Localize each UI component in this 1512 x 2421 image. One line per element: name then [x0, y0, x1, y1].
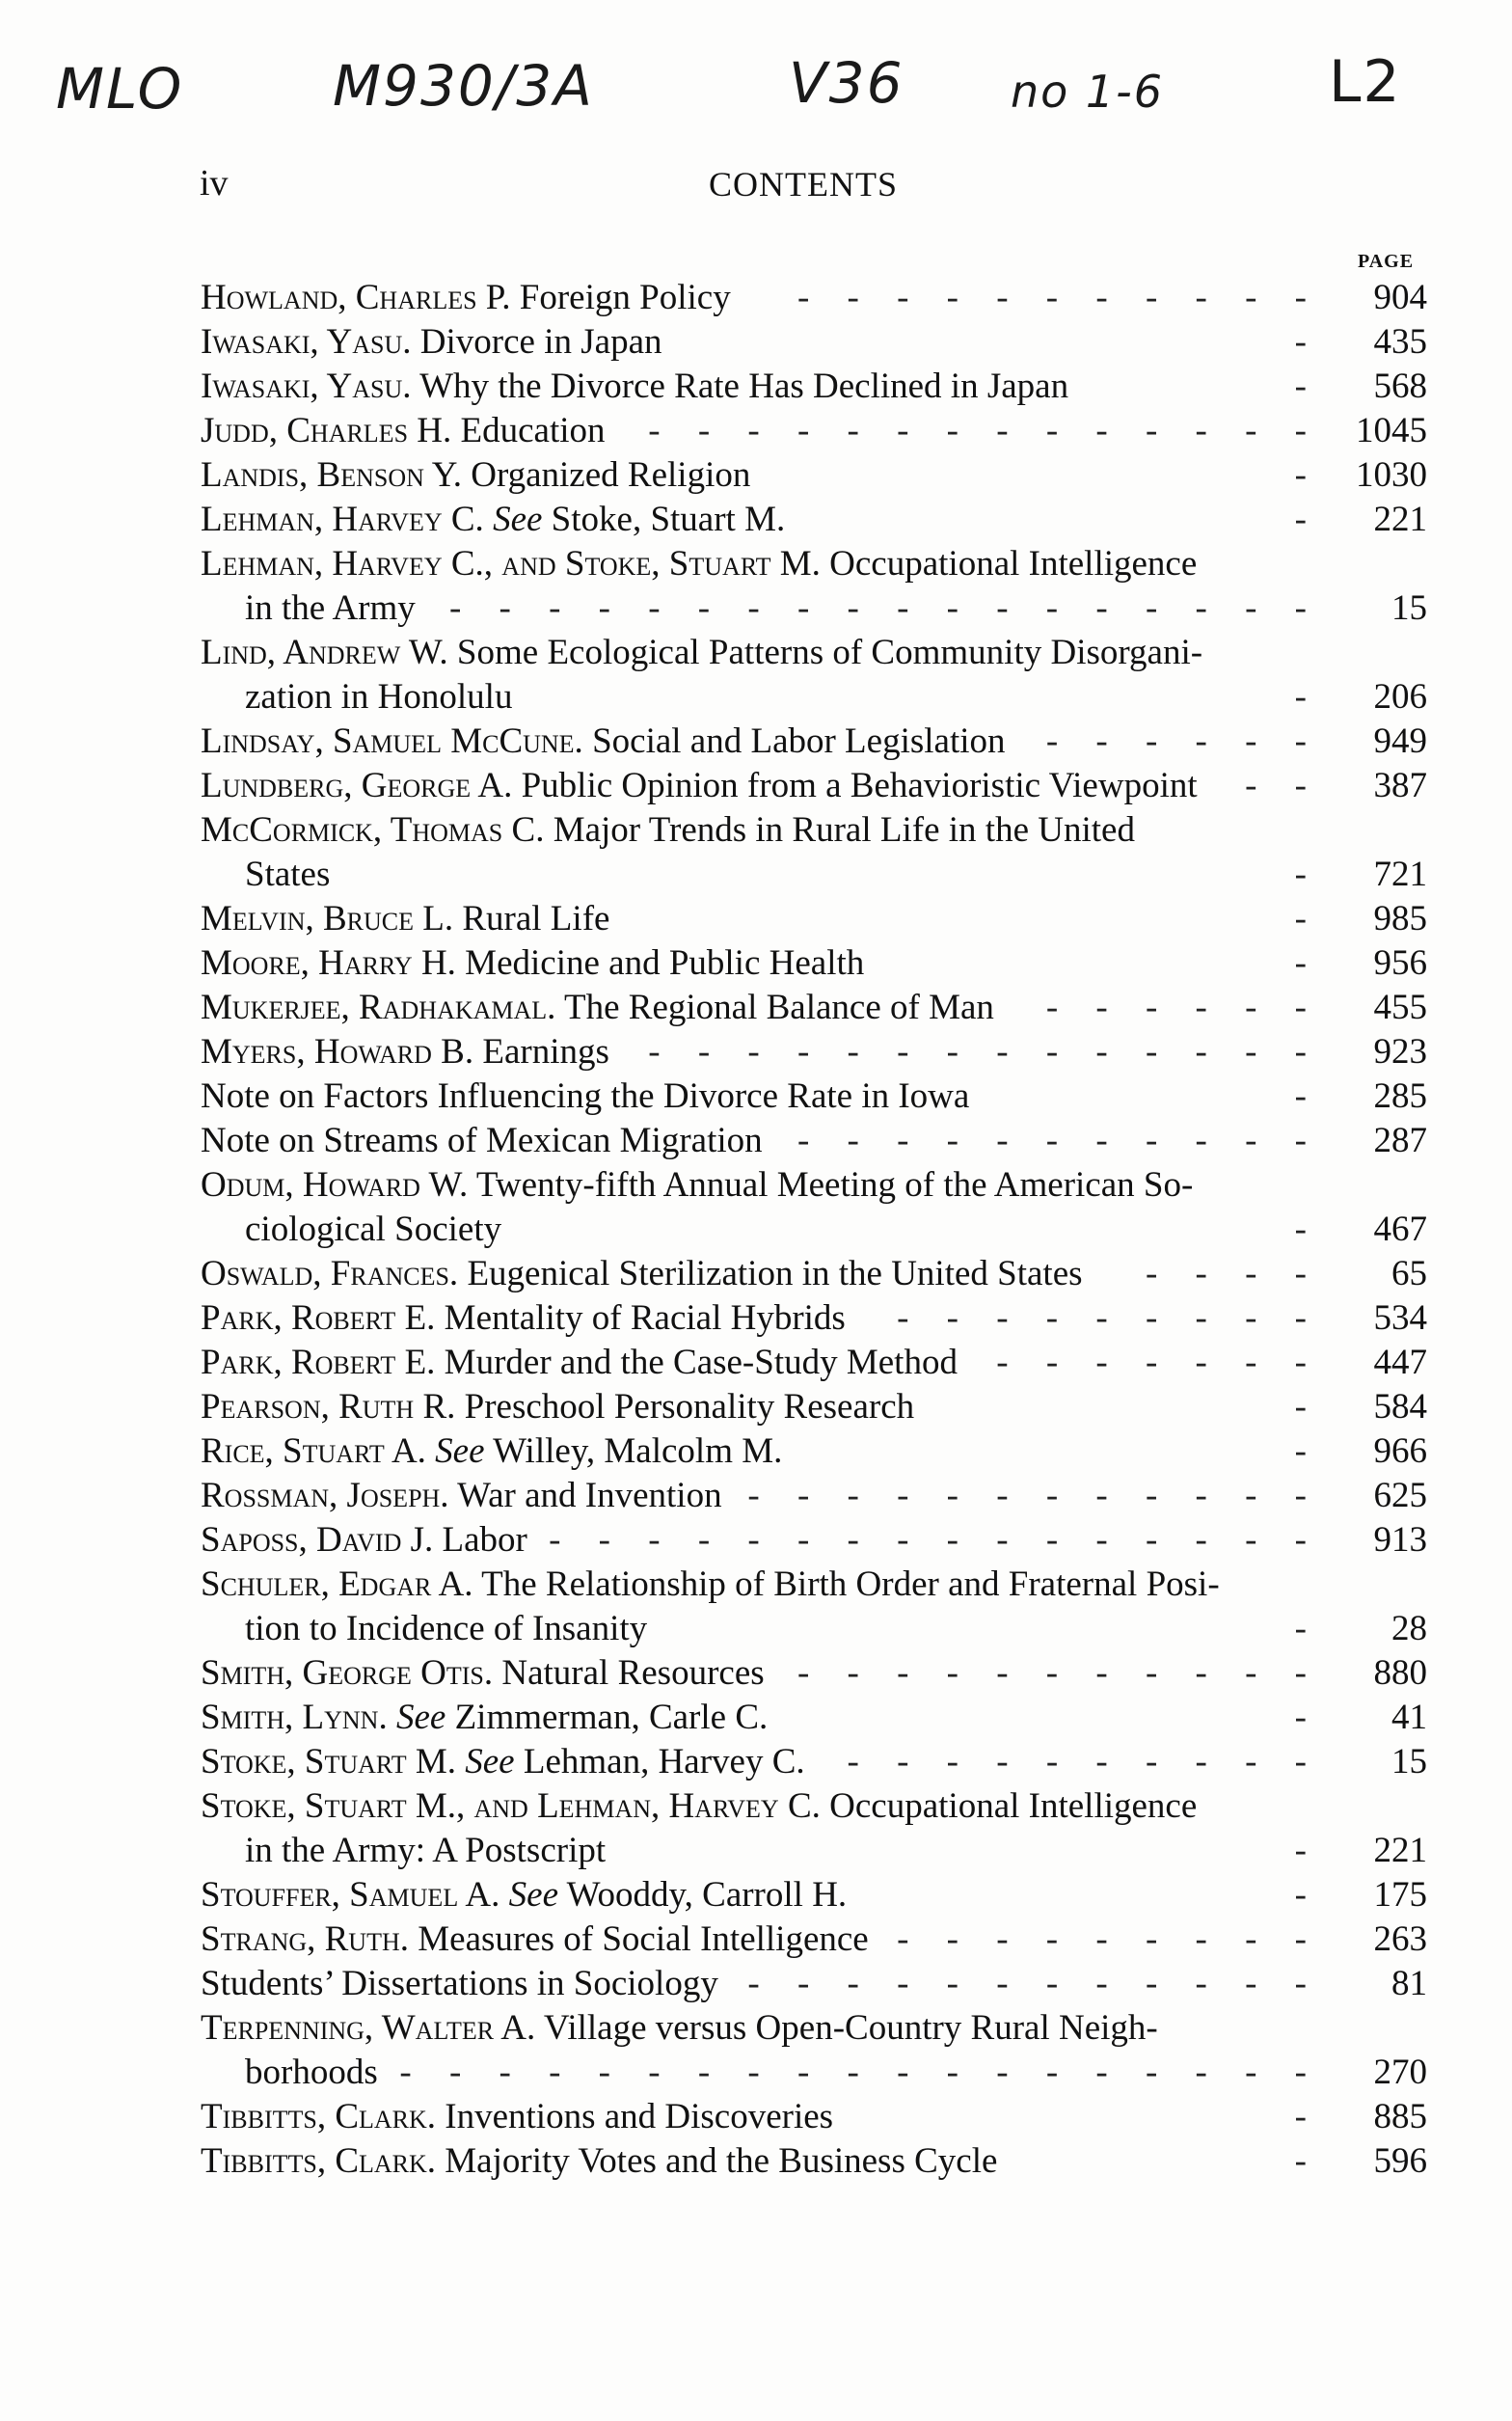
- leader-dots: -: [1294, 455, 1321, 495]
- entry-text: [201, 1563, 1220, 1607]
- leader-dots: -: [1294, 1210, 1321, 1249]
- entry-author: Rossman, Joseph.: [201, 1476, 449, 1515]
- entry-title: Social and Labor Legislation: [582, 721, 1006, 761]
- leader-dots: - - - - - - - - - - - - - - - - - -: [448, 588, 1321, 628]
- toc-entry: [201, 1563, 1427, 1607]
- leader-dots: - - - - - - - - - - -: [796, 278, 1321, 317]
- entry-title: Inventions and Discoveries: [436, 2097, 834, 2136]
- entry-page-number: 447: [1373, 1343, 1427, 1382]
- entry-text: [201, 453, 750, 498]
- entry-title: Foreign Policy: [510, 278, 731, 317]
- entry-see-reference: See: [493, 500, 543, 539]
- leader-dots: -: [1294, 2097, 1321, 2136]
- entry-page-number: 206: [1373, 677, 1427, 717]
- entry-page-number: 81: [1391, 1964, 1427, 2003]
- entry-title: Rural Life: [453, 899, 610, 938]
- entry-author: Iwasaki, Yasu.: [201, 367, 412, 406]
- entry-title: Divorce in Japan: [411, 322, 662, 362]
- entry-text: [201, 2095, 833, 2139]
- page-numeral: iv: [200, 163, 229, 204]
- table-of-contents: [201, 276, 1427, 2184]
- toc-entry: [201, 365, 1427, 409]
- entry-page-number: 28: [1391, 1609, 1427, 1648]
- entry-author: Stoke, Stuart M.: [201, 1742, 456, 1782]
- entry-title: States: [245, 855, 331, 894]
- entry-text: [201, 1074, 969, 1119]
- entry-page-number: 1045: [1356, 411, 1427, 450]
- entry-author: Judd, Charles H.: [201, 411, 452, 450]
- toc-entry: [201, 631, 1427, 675]
- entry-author: Myers, Howard B.: [201, 1032, 474, 1072]
- leader-dots: - - - - - - - - - - -: [796, 1653, 1321, 1693]
- leader-dots: - - - - - - - - - - - - - - - - - - -: [399, 2053, 1321, 2092]
- toc-entry: [201, 542, 1427, 586]
- entry-title: Majority Votes and the Business Cycle: [436, 2141, 998, 2181]
- handwritten-note-1: MLO: [56, 56, 184, 122]
- leader-dots: -: [1294, 1875, 1321, 1915]
- entry-title: Major Trends in Rural Life in the United: [544, 810, 1135, 850]
- leader-dots: - - - - - - - - - -: [847, 1742, 1321, 1782]
- toc-entry: [201, 1962, 1427, 2006]
- leader-dots: - - - - - - - - - - - -: [747, 1964, 1321, 2003]
- entry-title: Village versus Open-Country Rural Neigh-: [535, 2008, 1158, 2048]
- leader-dots: - - - - - - - - - - -: [796, 1121, 1321, 1160]
- entry-text: [245, 675, 512, 720]
- entry-title: Earnings: [473, 1032, 609, 1072]
- entry-text: [201, 1296, 846, 1341]
- leader-dots: -: [1294, 943, 1321, 983]
- entry-page-number: 985: [1373, 899, 1427, 938]
- toc-entry: [201, 1873, 1427, 1918]
- entry-author: Smith, Lynn.: [201, 1698, 388, 1737]
- toc-entry: [201, 453, 1427, 498]
- entry-title: Zimmerman, Carle C.: [446, 1698, 769, 1737]
- toc-entry-continuation: [201, 1607, 1427, 1651]
- entry-title: Organized Religion: [461, 455, 751, 495]
- entry-text: [201, 941, 864, 986]
- entry-author: Park, Robert E.: [201, 1298, 436, 1338]
- leader-dots: -: [1294, 2141, 1321, 2181]
- toc-entry-continuation: [201, 1208, 1427, 1252]
- entry-author: Saposs, David J.: [201, 1520, 434, 1560]
- entry-page-number: 1030: [1356, 455, 1427, 495]
- entry-title: ciological Society: [245, 1210, 502, 1249]
- leader-dots: -: [1294, 1831, 1321, 1870]
- entry-text: [201, 1163, 1193, 1208]
- entry-page-number: 387: [1373, 766, 1427, 805]
- toc-entry: [201, 2006, 1427, 2051]
- entry-author: Lindsay, Samuel McCune.: [201, 721, 583, 761]
- leader-dots: -: [1294, 1076, 1321, 1116]
- toc-entry: [201, 409, 1427, 453]
- entry-title: in the Army: A Postscript: [245, 1831, 607, 1870]
- entry-page-number: 175: [1373, 1875, 1427, 1915]
- entry-author: Stouffer, Samuel A.: [201, 1875, 500, 1915]
- entry-title: Natural Resources: [493, 1653, 765, 1693]
- toc-entry: [201, 1429, 1427, 1474]
- entry-title: Preschool Personality Research: [455, 1387, 915, 1427]
- entry-title: Mentality of Racial Hybrids: [435, 1298, 846, 1338]
- entry-text: [201, 2139, 997, 2184]
- toc-entry: [201, 1918, 1427, 1962]
- entry-text: [201, 2006, 1158, 2051]
- entry-author: Lind, Andrew W.: [201, 633, 448, 672]
- entry-title: tion to Incidence of Insanity: [245, 1609, 648, 1648]
- entry-author: Oswald, Frances.: [201, 1254, 459, 1293]
- entry-page-number: 41: [1391, 1698, 1427, 1737]
- entry-author: Odum, Howard W.: [201, 1165, 469, 1205]
- entry-text: [201, 808, 1135, 853]
- toc-entry-continuation: [201, 586, 1427, 631]
- entry-text: [201, 542, 1197, 586]
- entry-author: Landis, Benson Y.: [201, 455, 462, 495]
- entry-title: Occupational Intelligence: [820, 1786, 1198, 1826]
- entry-author: Tibbitts, Clark.: [201, 2141, 437, 2181]
- entry-title: borhoods: [245, 2053, 378, 2092]
- entry-author: Lundberg, George A.: [201, 766, 513, 805]
- entry-page-number: 949: [1373, 721, 1427, 761]
- entry-title: War and Invention: [448, 1476, 722, 1515]
- entry-page-number: 923: [1373, 1032, 1427, 1072]
- entry-title: Willey, Malcolm M.: [484, 1431, 783, 1471]
- toc-entry: [201, 1030, 1427, 1074]
- entry-author: Howland, Charles P.: [201, 278, 511, 317]
- entry-title: Wooddy, Carroll H.: [558, 1875, 848, 1915]
- entry-page-number: 15: [1391, 1742, 1427, 1782]
- entry-text: [201, 720, 1006, 764]
- entry-text: [201, 1341, 958, 1385]
- entry-text: [245, 2051, 378, 2095]
- entry-text: [201, 986, 994, 1030]
- entry-text: [201, 1740, 805, 1784]
- toc-entry: [201, 1651, 1427, 1696]
- handwritten-note-4: no 1-6: [1011, 66, 1165, 118]
- toc-entry: [201, 808, 1427, 853]
- entry-page-number: 455: [1373, 988, 1427, 1027]
- entry-text: [245, 586, 416, 631]
- leader-dots: - - - - - -: [1045, 721, 1321, 761]
- leader-dots: -: [1294, 1698, 1321, 1737]
- entry-author: Melvin, Bruce L.: [201, 899, 454, 938]
- entry-text: [245, 1607, 647, 1651]
- toc-entry: [201, 720, 1427, 764]
- leader-dots: -: [1294, 1431, 1321, 1471]
- entry-text: [201, 1252, 1083, 1296]
- entry-title: Labor: [433, 1520, 527, 1560]
- entry-text: [201, 1873, 847, 1918]
- entry-author: Lehman, Harvey C.: [201, 500, 484, 539]
- leader-dots: - - - - - - - - -: [897, 1919, 1321, 1959]
- toc-entry-continuation: [201, 1829, 1427, 1873]
- toc-entry: [201, 1252, 1427, 1296]
- leader-dots: - - - - - - - - -: [897, 1298, 1321, 1338]
- entry-title: zation in Honolulu: [245, 677, 513, 717]
- toc-entry: [201, 2139, 1427, 2184]
- toc-entry: [201, 2095, 1427, 2139]
- entry-page-number: 15: [1391, 588, 1427, 628]
- entry-text: [201, 1385, 914, 1429]
- toc-entry: [201, 1740, 1427, 1784]
- entry-page-number: 435: [1373, 322, 1427, 362]
- entry-author: Schuler, Edgar A.: [201, 1564, 473, 1604]
- toc-entry: [201, 498, 1427, 542]
- leader-dots: -: [1294, 500, 1321, 539]
- entry-title: Twenty-fifth Annual Meeting of the American So-: [468, 1165, 1194, 1205]
- entry-title: Murder and the Case-Study Method: [435, 1343, 958, 1382]
- toc-entry: [201, 897, 1427, 941]
- entry-text: [201, 498, 785, 542]
- entry-author: Park, Robert E.: [201, 1343, 436, 1382]
- toc-entry-continuation: [201, 675, 1427, 720]
- toc-entry-continuation: [201, 853, 1427, 897]
- leader-dots: -: [1294, 1387, 1321, 1427]
- entry-page-number: 568: [1373, 367, 1427, 406]
- entry-title: The Relationship of Birth Order and Fraternal Posi-: [472, 1564, 1220, 1604]
- entry-text: [201, 1119, 763, 1163]
- entry-title: Students’ Dissertations in Sociology: [201, 1964, 718, 2003]
- entry-title: Note on Streams of Mexican Migration: [201, 1121, 763, 1160]
- entry-text: [201, 1784, 1197, 1829]
- entry-page-number: 885: [1373, 2097, 1427, 2136]
- toc-entry-continuation: [201, 2051, 1427, 2095]
- entry-see-reference: See: [465, 1742, 515, 1782]
- leader-dots: - - - - - -: [1045, 988, 1321, 1027]
- entry-author: Rice, Stuart A.: [201, 1431, 426, 1471]
- entry-title: Eugenical Sterilization in the United States: [458, 1254, 1083, 1293]
- entry-title: Measures of Social Intelligence: [409, 1919, 869, 1959]
- handwritten-note-5: L2: [1329, 48, 1402, 116]
- entry-page-number: 221: [1373, 1831, 1427, 1870]
- entry-text: [201, 897, 609, 941]
- entry-text: [201, 631, 1202, 675]
- entry-title: Some Ecological Patterns of Community Disorgani-: [447, 633, 1203, 672]
- entry-text: [201, 1918, 869, 1962]
- entry-text: [245, 1208, 501, 1252]
- leader-dots: - - - - - - - - - - - - - - - -: [549, 1520, 1321, 1560]
- toc-entry: [201, 1385, 1427, 1429]
- entry-page-number: 263: [1373, 1919, 1427, 1959]
- entry-page-number: 467: [1373, 1210, 1427, 1249]
- entry-title: Note on Factors Influencing the Divorce Rate in Iowa: [201, 1076, 970, 1116]
- entry-title: Occupational Intelligence: [820, 544, 1198, 584]
- running-title: CONTENTS: [709, 165, 898, 204]
- leader-dots: -: [1294, 855, 1321, 894]
- leader-dots: -: [1294, 677, 1321, 717]
- entry-title: The Regional Balance of Man: [555, 988, 994, 1027]
- entry-page-number: 287: [1373, 1121, 1427, 1160]
- entry-title: Education: [451, 411, 606, 450]
- leader-dots: -: [1294, 1609, 1321, 1648]
- entry-page-number: 956: [1373, 943, 1427, 983]
- entry-text: [201, 1962, 718, 2006]
- entry-author: McCormick, Thomas C.: [201, 810, 545, 850]
- toc-entry: [201, 1784, 1427, 1829]
- entry-text: [201, 1696, 768, 1740]
- page-column-label: PAGE: [1358, 251, 1415, 272]
- leader-dots: -: [1294, 899, 1321, 938]
- leader-dots: - - - -: [1145, 1254, 1321, 1293]
- entry-author: Iwasaki, Yasu.: [201, 322, 412, 362]
- entry-page-number: 904: [1373, 278, 1427, 317]
- entry-page-number: 270: [1373, 2053, 1427, 2092]
- entry-title: Lehman, Harvey C.: [514, 1742, 805, 1782]
- entry-page-number: 534: [1373, 1298, 1427, 1338]
- entry-text: [201, 409, 606, 453]
- entry-author: Terpenning, Walter A.: [201, 2008, 536, 2048]
- toc-entry: [201, 1518, 1427, 1563]
- entry-page-number: 880: [1373, 1653, 1427, 1693]
- leader-dots: - -: [1245, 766, 1321, 805]
- entry-text: [201, 764, 1198, 808]
- entry-page-number: 65: [1391, 1254, 1427, 1293]
- entry-text: [201, 320, 662, 365]
- entry-page-number: 221: [1373, 500, 1427, 539]
- leader-dots: -: [1294, 367, 1321, 406]
- entry-text: [245, 1829, 606, 1873]
- entry-text: [201, 276, 731, 320]
- entry-author: Moore, Harry H.: [201, 943, 456, 983]
- entry-author: Mukerjee, Radhakamal.: [201, 988, 556, 1027]
- toc-entry: [201, 1119, 1427, 1163]
- entry-page-number: 596: [1373, 2141, 1427, 2181]
- toc-entry: [201, 1341, 1427, 1385]
- toc-entry: [201, 941, 1427, 986]
- entry-author: Stoke, Stuart M., and Lehman, Harvey C.: [201, 1786, 821, 1826]
- entry-see-reference: See: [395, 1698, 446, 1737]
- entry-title: Public Opinion from a Behavioristic Viewpoint: [512, 766, 1198, 805]
- entry-page-number: 584: [1373, 1387, 1427, 1427]
- toc-entry: [201, 320, 1427, 365]
- entry-title: in the Army: [245, 588, 416, 628]
- entry-page-number: 913: [1373, 1520, 1427, 1560]
- toc-entry: [201, 276, 1427, 320]
- entry-title: Stoke, Stuart M.: [542, 500, 786, 539]
- entry-title: Why the Divorce Rate Has Declined in Japan: [411, 367, 1069, 406]
- entry-see-reference: See: [508, 1875, 558, 1915]
- entry-text: [201, 1429, 782, 1474]
- entry-text: [201, 1651, 765, 1696]
- leader-dots: - - - - - - - - - - - -: [747, 1476, 1321, 1515]
- entry-author: Pearson, Ruth R.: [201, 1387, 456, 1427]
- leader-dots: - - - - - - -: [996, 1343, 1321, 1382]
- entry-author: Lehman, Harvey C., and Stoke, Stuart M.: [201, 544, 821, 584]
- entry-page-number: 721: [1373, 855, 1427, 894]
- entry-page-number: 625: [1373, 1476, 1427, 1515]
- toc-entry: [201, 1074, 1427, 1119]
- entry-text: [245, 853, 330, 897]
- entry-see-reference: See: [435, 1431, 485, 1471]
- entry-author: Smith, George Otis.: [201, 1653, 494, 1693]
- entry-text: [201, 1518, 527, 1563]
- handwritten-note-3: V36: [789, 50, 904, 116]
- toc-entry: [201, 764, 1427, 808]
- toc-entry: [201, 1163, 1427, 1208]
- entry-title: Medicine and Public Health: [455, 943, 865, 983]
- entry-page-number: 285: [1373, 1076, 1427, 1116]
- toc-entry: [201, 1696, 1427, 1740]
- leader-dots: -: [1294, 322, 1321, 362]
- entry-author: Strang, Ruth.: [201, 1919, 409, 1959]
- toc-entry: [201, 1474, 1427, 1518]
- entry-text: [201, 1030, 609, 1074]
- leader-dots: - - - - - - - - - - - - - -: [648, 1032, 1321, 1072]
- leader-dots: - - - - - - - - - - - - - -: [648, 411, 1321, 450]
- entry-text: [201, 365, 1068, 409]
- handwritten-note-2: M930/3A: [333, 53, 594, 119]
- entry-page-number: 966: [1373, 1431, 1427, 1471]
- entry-author: Tibbitts, Clark.: [201, 2097, 437, 2136]
- toc-entry: [201, 986, 1427, 1030]
- toc-entry: [201, 1296, 1427, 1341]
- entry-text: [201, 1474, 722, 1518]
